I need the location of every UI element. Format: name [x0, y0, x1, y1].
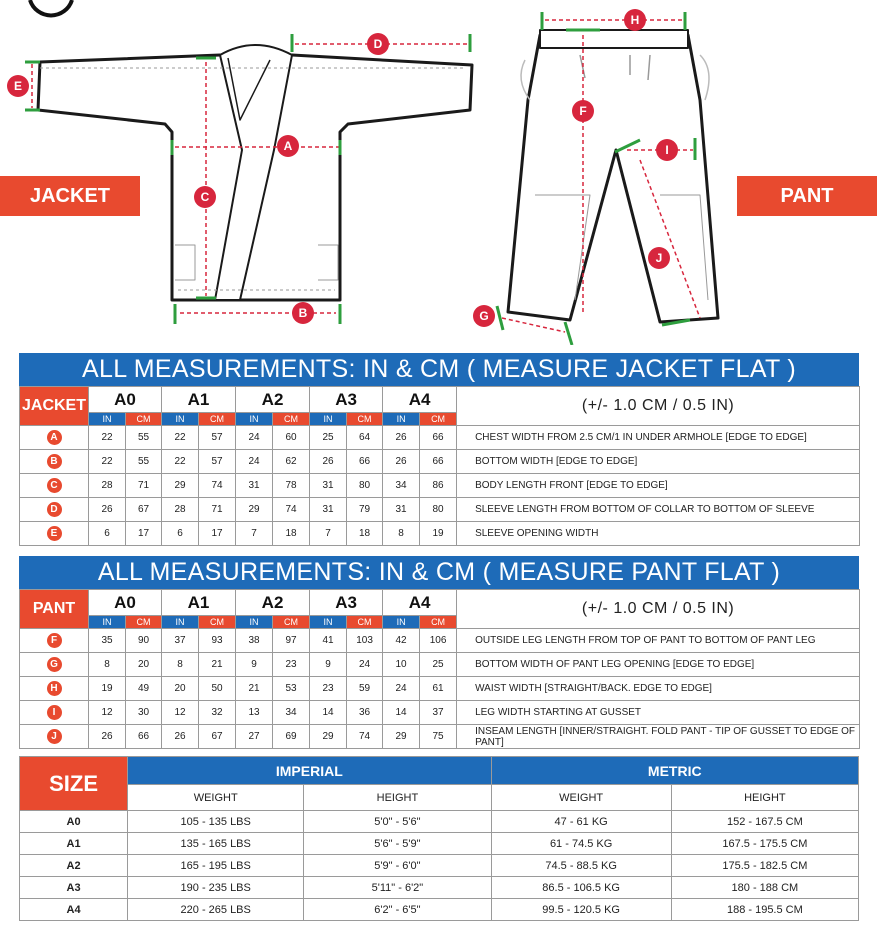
value-cell: 37 [162, 629, 199, 653]
value-cell: 75 [420, 725, 457, 749]
size-header: A4 [383, 387, 457, 413]
table-row [20, 701, 860, 725]
value-cell: 42 [383, 629, 420, 653]
metric-height-cell: 152 - 167.5 CM [671, 811, 858, 833]
imperial-height-cell: 5'0" - 5'6" [304, 811, 491, 833]
value-cell: 21 [236, 677, 273, 701]
unit-in: IN [89, 616, 126, 629]
value-cell: 86 [420, 474, 457, 498]
table-row [20, 474, 860, 498]
value-cell: 50 [199, 677, 236, 701]
value-cell: 28 [89, 474, 126, 498]
table-row [20, 833, 859, 855]
unit-cm: CM [420, 616, 457, 629]
svg-text:G: G [479, 309, 489, 323]
value-cell: 36 [347, 701, 383, 725]
imperial-height-cell: 6'2" - 6'5" [304, 899, 491, 921]
value-cell: 37 [420, 701, 457, 725]
value-cell: 31 [310, 498, 347, 522]
pant-measurements [19, 556, 859, 749]
row-key-badge: C [47, 478, 62, 493]
pant-label: PANT [737, 176, 877, 216]
row-key [20, 522, 89, 546]
value-cell: 71 [199, 498, 236, 522]
unit-cm: CM [420, 413, 457, 426]
value-cell: 24 [236, 450, 273, 474]
table-row [20, 426, 860, 450]
tolerance-note: (+/- 1.0 CM / 0.5 IN) [457, 387, 860, 426]
size-header: A0 [89, 387, 162, 413]
value-cell: 30 [126, 701, 162, 725]
marker-g [473, 305, 495, 327]
metric-height-header: HEIGHT [671, 785, 858, 811]
value-cell: 10 [383, 653, 420, 677]
value-cell: 57 [199, 426, 236, 450]
metric-height-cell: 180 - 188 CM [671, 877, 858, 899]
unit-in: IN [383, 616, 420, 629]
row-key [20, 629, 89, 653]
value-cell: 74 [347, 725, 383, 749]
unit-in: IN [236, 616, 273, 629]
value-cell: 64 [347, 426, 383, 450]
table-row [20, 629, 860, 653]
value-cell: 35 [89, 629, 126, 653]
logo-fragment [30, 0, 72, 15]
value-cell: 18 [273, 522, 310, 546]
row-description: BOTTOM WIDTH OF PANT LEG OPENING [EDGE TO EDGE] [457, 653, 860, 677]
jacket-illustration [38, 45, 472, 300]
row-description: WAIST WIDTH [STRAIGHT/BACK. EDGE TO EDGE] [457, 677, 860, 701]
value-cell: 24 [383, 677, 420, 701]
value-cell: 61 [420, 677, 457, 701]
row-key [20, 701, 89, 725]
value-cell: 55 [126, 450, 162, 474]
metric-weight-header: WEIGHT [491, 785, 671, 811]
marker-e [7, 75, 29, 97]
row-key-badge: G [47, 657, 62, 672]
value-cell: 24 [236, 426, 273, 450]
pant-table [19, 589, 860, 749]
jacket-label: JACKET [0, 176, 140, 216]
value-cell: 25 [420, 653, 457, 677]
unit-in: IN [89, 413, 126, 426]
row-key-badge: F [47, 633, 62, 648]
unit-in: IN [236, 413, 273, 426]
metric-height-cell: 188 - 195.5 CM [671, 899, 858, 921]
value-cell: 62 [273, 450, 310, 474]
value-cell: 34 [273, 701, 310, 725]
metric-height-cell: 175.5 - 182.5 CM [671, 855, 858, 877]
value-cell: 14 [383, 701, 420, 725]
unit-in: IN [162, 616, 199, 629]
value-cell: 66 [347, 450, 383, 474]
unit-cm: CM [126, 616, 162, 629]
table-row [20, 877, 859, 899]
value-cell: 66 [420, 450, 457, 474]
value-cell: 60 [273, 426, 310, 450]
value-cell: 21 [199, 653, 236, 677]
value-cell: 80 [420, 498, 457, 522]
size-cell: A0 [20, 811, 128, 833]
value-cell: 29 [383, 725, 420, 749]
row-key [20, 498, 89, 522]
value-cell: 80 [347, 474, 383, 498]
marker-b [292, 302, 314, 324]
unit-cm: CM [347, 413, 383, 426]
imperial-weight-header: WEIGHT [128, 785, 304, 811]
size-header: A2 [236, 387, 310, 413]
jacket-rows [20, 426, 860, 546]
size-header: A4 [383, 590, 457, 616]
unit-cm: CM [199, 413, 236, 426]
row-key-badge: E [47, 526, 62, 541]
row-description: INSEAM LENGTH [INNER/STRAIGHT. FOLD PANT - TIP OF GUSSET TO EDGE OF PANT] [457, 725, 860, 749]
value-cell: 32 [199, 701, 236, 725]
jacket-table-title: ALL MEASUREMENTS: IN & CM ( MEASURE JACKET FLAT ) [19, 353, 859, 386]
garment-measurement-diagram [0, 0, 877, 345]
metric-header: METRIC [491, 757, 858, 785]
value-cell: 41 [310, 629, 347, 653]
value-cell: 26 [383, 426, 420, 450]
jacket-table-label: JACKET [20, 387, 89, 426]
row-description: BODY LENGTH FRONT [EDGE TO EDGE] [457, 474, 860, 498]
row-key [20, 474, 89, 498]
value-cell: 71 [126, 474, 162, 498]
value-cell: 78 [273, 474, 310, 498]
size-table-label: SIZE [20, 757, 128, 811]
value-cell: 69 [273, 725, 310, 749]
table-row [20, 725, 860, 749]
value-cell: 12 [162, 701, 199, 725]
metric-weight-cell: 47 - 61 KG [491, 811, 671, 833]
row-description: BOTTOM WIDTH [EDGE TO EDGE] [457, 450, 860, 474]
tolerance-note: (+/- 1.0 CM / 0.5 IN) [457, 590, 860, 629]
value-cell: 38 [236, 629, 273, 653]
value-cell: 97 [273, 629, 310, 653]
value-cell: 7 [236, 522, 273, 546]
value-cell: 26 [162, 725, 199, 749]
value-cell: 66 [126, 725, 162, 749]
value-cell: 49 [126, 677, 162, 701]
row-key [20, 653, 89, 677]
svg-text:J: J [655, 251, 663, 265]
value-cell: 22 [162, 426, 199, 450]
row-key [20, 677, 89, 701]
metric-weight-cell: 61 - 74.5 KG [491, 833, 671, 855]
svg-text:F: F [579, 104, 587, 118]
svg-text:B: B [298, 306, 308, 320]
metric-weight-cell: 99.5 - 120.5 KG [491, 899, 671, 921]
marker-i [656, 139, 678, 161]
svg-text:C: C [200, 190, 210, 204]
metric-weight-cell: 86.5 - 106.5 KG [491, 877, 671, 899]
size-header: A0 [89, 590, 162, 616]
table-row [20, 899, 859, 921]
value-cell: 26 [89, 725, 126, 749]
value-cell: 53 [273, 677, 310, 701]
value-cell: 27 [236, 725, 273, 749]
imperial-height-cell: 5'6" - 5'9" [304, 833, 491, 855]
jacket-table [19, 386, 860, 546]
row-key-badge: D [47, 502, 62, 517]
row-description: CHEST WIDTH FROM 2.5 CM/1 IN UNDER ARMHOLE [EDGE TO EDGE] [457, 426, 860, 450]
pant-rows [20, 629, 860, 749]
unit-in: IN [162, 413, 199, 426]
value-cell: 29 [236, 498, 273, 522]
marker-d [367, 33, 389, 55]
table-row [20, 450, 860, 474]
value-cell: 31 [310, 474, 347, 498]
value-cell: 67 [126, 498, 162, 522]
size-header: A3 [310, 590, 383, 616]
value-cell: 20 [162, 677, 199, 701]
size-header: A1 [162, 387, 236, 413]
size-header: A3 [310, 387, 383, 413]
row-description: OUTSIDE LEG LENGTH FROM TOP OF PANT TO BOTTOM OF PANT LEG [457, 629, 860, 653]
table-row [20, 498, 860, 522]
imperial-weight-cell: 190 - 235 LBS [128, 877, 304, 899]
value-cell: 26 [383, 450, 420, 474]
value-cell: 7 [310, 522, 347, 546]
value-cell: 28 [162, 498, 199, 522]
row-key [20, 725, 89, 749]
value-cell: 14 [310, 701, 347, 725]
size-cell: A2 [20, 855, 128, 877]
size-header: A1 [162, 590, 236, 616]
value-cell: 59 [347, 677, 383, 701]
value-cell: 55 [126, 426, 162, 450]
value-cell: 9 [310, 653, 347, 677]
row-description: LEG WIDTH STARTING AT GUSSET [457, 701, 860, 725]
unit-cm: CM [273, 616, 310, 629]
value-cell: 34 [383, 474, 420, 498]
imperial-header: IMPERIAL [128, 757, 491, 785]
imperial-weight-cell: 165 - 195 LBS [128, 855, 304, 877]
value-cell: 8 [162, 653, 199, 677]
value-cell: 57 [199, 450, 236, 474]
value-cell: 13 [236, 701, 273, 725]
marker-c [194, 186, 216, 208]
marker-a [277, 135, 299, 157]
svg-text:I: I [665, 143, 669, 157]
value-cell: 24 [347, 653, 383, 677]
pant-table-label: PANT [20, 590, 89, 629]
marker-f [572, 100, 594, 122]
size-table [19, 756, 859, 921]
metric-weight-cell: 74.5 - 88.5 KG [491, 855, 671, 877]
jacket-measurements [19, 353, 859, 546]
value-cell: 17 [199, 522, 236, 546]
value-cell: 26 [310, 450, 347, 474]
value-cell: 29 [162, 474, 199, 498]
value-cell: 23 [273, 653, 310, 677]
value-cell: 74 [273, 498, 310, 522]
svg-text:H: H [630, 13, 640, 27]
svg-text:A: A [283, 139, 293, 153]
value-cell: 6 [89, 522, 126, 546]
row-key-badge: A [47, 430, 62, 445]
value-cell: 106 [420, 629, 457, 653]
unit-in: IN [383, 413, 420, 426]
imperial-height-header: HEIGHT [304, 785, 491, 811]
unit-in: IN [310, 413, 347, 426]
unit-cm: CM [199, 616, 236, 629]
unit-cm: CM [126, 413, 162, 426]
metric-height-cell: 167.5 - 175.5 CM [671, 833, 858, 855]
value-cell: 29 [310, 725, 347, 749]
row-key-badge: J [47, 729, 62, 744]
imperial-weight-cell: 105 - 135 LBS [128, 811, 304, 833]
size-cell: A3 [20, 877, 128, 899]
unit-cm: CM [347, 616, 383, 629]
row-description: SLEEVE LENGTH FROM BOTTOM OF COLLAR TO BOTTOM OF SLEEVE [457, 498, 860, 522]
row-description: SLEEVE OPENING WIDTH [457, 522, 860, 546]
imperial-height-cell: 5'11" - 6'2" [304, 877, 491, 899]
row-key-badge: B [47, 454, 62, 469]
value-cell: 22 [89, 426, 126, 450]
imperial-height-cell: 5'9" - 6'0" [304, 855, 491, 877]
value-cell: 74 [199, 474, 236, 498]
table-row [20, 653, 860, 677]
imperial-weight-cell: 220 - 265 LBS [128, 899, 304, 921]
value-cell: 67 [199, 725, 236, 749]
value-cell: 19 [89, 677, 126, 701]
row-key [20, 426, 89, 450]
pant-illustration [508, 30, 718, 322]
value-cell: 22 [89, 450, 126, 474]
svg-text:D: D [373, 37, 383, 51]
value-cell: 26 [89, 498, 126, 522]
value-cell: 8 [89, 653, 126, 677]
value-cell: 19 [420, 522, 457, 546]
unit-cm: CM [273, 413, 310, 426]
size-cell: A1 [20, 833, 128, 855]
value-cell: 23 [310, 677, 347, 701]
table-row [20, 522, 860, 546]
row-key-badge: H [47, 681, 62, 696]
value-cell: 25 [310, 426, 347, 450]
value-cell: 18 [347, 522, 383, 546]
pant-table-title: ALL MEASUREMENTS: IN & CM ( MEASURE PANT FLAT ) [19, 556, 859, 589]
value-cell: 20 [126, 653, 162, 677]
value-cell: 90 [126, 629, 162, 653]
value-cell: 31 [383, 498, 420, 522]
value-cell: 31 [236, 474, 273, 498]
value-cell: 8 [383, 522, 420, 546]
value-cell: 6 [162, 522, 199, 546]
value-cell: 79 [347, 498, 383, 522]
table-row [20, 677, 860, 701]
size-header: A2 [236, 590, 310, 616]
row-key [20, 450, 89, 474]
table-row [20, 855, 859, 877]
value-cell: 22 [162, 450, 199, 474]
unit-in: IN [310, 616, 347, 629]
value-cell: 93 [199, 629, 236, 653]
imperial-weight-cell: 135 - 165 LBS [128, 833, 304, 855]
marker-h [624, 9, 646, 31]
value-cell: 17 [126, 522, 162, 546]
value-cell: 103 [347, 629, 383, 653]
svg-text:E: E [13, 79, 23, 93]
value-cell: 9 [236, 653, 273, 677]
marker-j [648, 247, 670, 269]
value-cell: 66 [420, 426, 457, 450]
table-row [20, 811, 859, 833]
row-key-badge: I [47, 705, 62, 720]
value-cell: 12 [89, 701, 126, 725]
size-cell: A4 [20, 899, 128, 921]
